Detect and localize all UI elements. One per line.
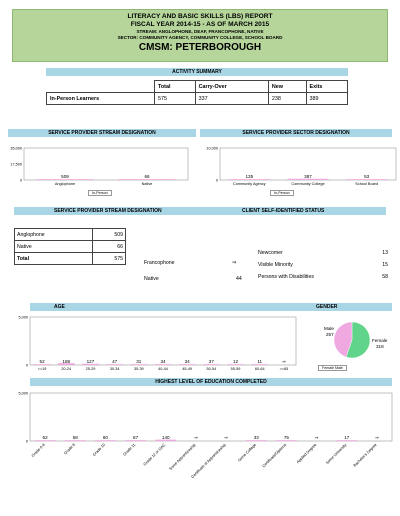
status-label: Newcomer [258,250,283,256]
bar [155,364,172,365]
education-title: HIGHEST LEVEL OF EDUCATION COMPLETED [30,378,392,386]
client-status-title: CLIENT SELF-IDENTIFIED STATUS [242,208,325,214]
report-title: LITERACY AND BASIC SKILLS (LBS) REPORT [127,13,273,20]
blank-cell [47,81,155,93]
bar [203,364,220,365]
data-label: 34 [184,359,190,364]
table-row [15,253,126,265]
data-label: 80 [102,435,108,440]
status-label: Visible Minority [258,262,293,268]
category-label: Some University [325,442,348,466]
plot-frame [24,148,188,180]
category-label: Grade 9 [63,442,76,456]
status-value: 13 [382,250,388,256]
stream-label: Total [15,253,93,265]
bar [229,179,270,180]
category-label: Some College [237,442,257,463]
gender-title: GENDER [316,304,338,310]
bar [346,179,387,180]
stream-value: 575 [93,253,126,265]
category-label: >=65 [279,367,289,371]
data-label: ⇒ [224,435,229,440]
category-label: Applied Degree [295,442,318,465]
bar [65,440,86,441]
status-label: Persons with Disabilities [258,274,314,280]
category-label: 35-39 [133,367,144,371]
data-label: 188 [62,359,71,364]
activity-summary-table [46,80,348,105]
activity-summary-title: ACTIVITY SUMMARY [46,68,348,76]
category-label: 60-64 [254,367,265,371]
bar [276,440,297,441]
y-tick-label: 17,500 [10,162,22,167]
category-label: School Board [355,182,379,186]
bar [130,364,147,365]
gender-pie-chart [290,312,396,368]
bar [251,364,268,365]
status-value: 44 [236,276,242,282]
bar [125,440,146,441]
stream-label: Anglophone [15,229,93,241]
cmsm-title: CMSM: PETERBOROUGH [138,42,262,53]
gender-legend: Female Male [318,365,347,371]
category-label: 20-24 [61,367,72,371]
category-label: Community College [291,182,325,186]
bar [246,440,267,441]
status-label: Native [144,276,159,282]
pie-label-male-value: 257 [326,332,334,337]
category-label: Grade 0-8 [30,442,46,458]
data-label: 509 [61,174,69,179]
pie-label-male-name: Male [324,326,334,331]
category-label: 30-34 [109,367,120,371]
category-label: 40-44 [158,367,168,371]
data-label: 387 [304,174,312,179]
stream-value: 66 [93,241,126,253]
category-label: 25-29 [85,367,96,371]
data-label: 66 [144,174,150,179]
category-label: Grade 10 [92,442,107,457]
bar [36,179,93,180]
plot-frame [30,317,296,365]
category-label: Certificate of Apprenticeship [190,442,227,480]
sector-designation-title: SERVICE PROVIDER SECTOR DESIGNATION [200,129,392,137]
data-label: 87 [133,435,139,440]
status-value: 58 [382,274,388,280]
data-label: 75 [283,435,289,440]
data-label: 58 [72,435,78,440]
category-label: 55-59 [230,367,241,371]
category-label: Anglophone [54,182,76,186]
stream-value: 509 [93,229,126,241]
status-francophone [144,260,244,266]
stream-client-bar [14,207,386,215]
activity-data-row [47,93,348,105]
table-row [15,241,126,253]
status-value: 15 [382,262,388,268]
value-new: 238 [268,93,306,105]
age-title: AGE [54,304,65,310]
education-bar-chart [0,388,400,480]
bar [106,364,123,365]
y-tick-label: 5,000 [18,391,28,396]
data-label: 33 [253,435,259,440]
y-tick-label: 35,000 [10,146,22,151]
stream-legend: In-Person [88,190,112,196]
stream-label: Native [15,241,93,253]
category-label: Grade 12 or OAC [142,442,167,467]
value-exits: 389 [306,93,347,105]
bar [95,440,116,441]
bar [34,364,51,365]
bar [336,440,357,441]
status-visible-minority [258,262,388,268]
status-disabilities [258,274,388,280]
category-label: <=19 [37,367,47,371]
data-label: ⇒ [193,435,198,440]
y-tick-label: 0 [25,439,28,444]
y-tick-label: 0 [215,178,218,183]
data-label: 34 [160,359,166,364]
y-tick-label: 10,000 [206,146,218,151]
data-label: 127 [86,359,95,364]
age-bar-chart [0,312,300,378]
fiscal-year: FISCAL YEAR 2014-15 - AS OF MARCH 2015 [130,21,270,28]
sector-legend: In-Person [270,190,294,196]
table-row [15,229,126,241]
data-label: ⇒ [281,359,286,364]
header-total: Total [155,81,196,93]
stream-designation-title: SERVICE PROVIDER STREAM DESIGNATION [8,129,196,137]
data-label: ⇒ [374,435,379,440]
status-value: ⇒ [232,260,237,266]
data-label: 17 [344,435,350,440]
data-label: 140 [161,435,170,440]
bar [118,179,175,180]
category-label: Grade 11 [122,442,137,457]
header-exits: Exits [306,81,347,93]
status-label: Francophone [144,260,175,266]
category-label: Some Apprenticeship [168,442,197,472]
data-label: 47 [112,359,118,364]
sector-bar-chart [196,140,400,202]
data-label: 52 [39,359,45,364]
data-label: 135 [245,174,254,179]
age-gender-bar [30,303,392,311]
data-label: 31 [136,359,142,364]
bar [227,364,244,365]
data-label: 53 [364,174,370,179]
category-label: 45-49 [182,367,193,371]
stream-table-title: SERVICE PROVIDER STREAM DESIGNATION [54,208,162,214]
row-label: In-Person Learners [47,93,155,105]
category-label: Bachelor's Degree [352,442,378,468]
category-label: 50-54 [206,367,217,371]
data-label: ⇒ [314,435,319,440]
pie-label-female-value: 318 [376,344,384,349]
y-tick-label: 0 [25,363,28,368]
category-label: Community Agency [232,182,266,186]
activity-header-row [47,81,348,93]
header-carry-over: Carry-Over [195,81,268,93]
stream-table [14,228,126,265]
data-label: 11 [257,359,263,364]
value-carry-over: 337 [195,93,268,105]
category-label: Certificate/Diploma [261,442,288,469]
bar [179,364,196,365]
bar [35,440,56,441]
y-tick-label: 5,000 [18,315,28,320]
y-tick-label: 0 [19,178,22,183]
stream-line: STREAM: ANGLOPHONE, DEAF, FRANCOPHONE, NATIVE [136,29,264,34]
category-label: Native [141,182,153,186]
plot-frame [30,393,392,441]
report-header [12,9,388,62]
value-total: 575 [155,93,196,105]
data-label: 62 [42,435,48,440]
sector-line: SECTOR: COMMUNITY AGENCY, COMMUNITY COLLEGE, SCHOOL BOARD [117,35,283,40]
status-newcomer [258,250,388,256]
data-label: 12 [232,359,239,364]
pie-label-female-name: Female [372,338,388,343]
header-new: New [268,81,306,93]
data-label: 37 [208,359,214,364]
status-native [144,276,248,282]
